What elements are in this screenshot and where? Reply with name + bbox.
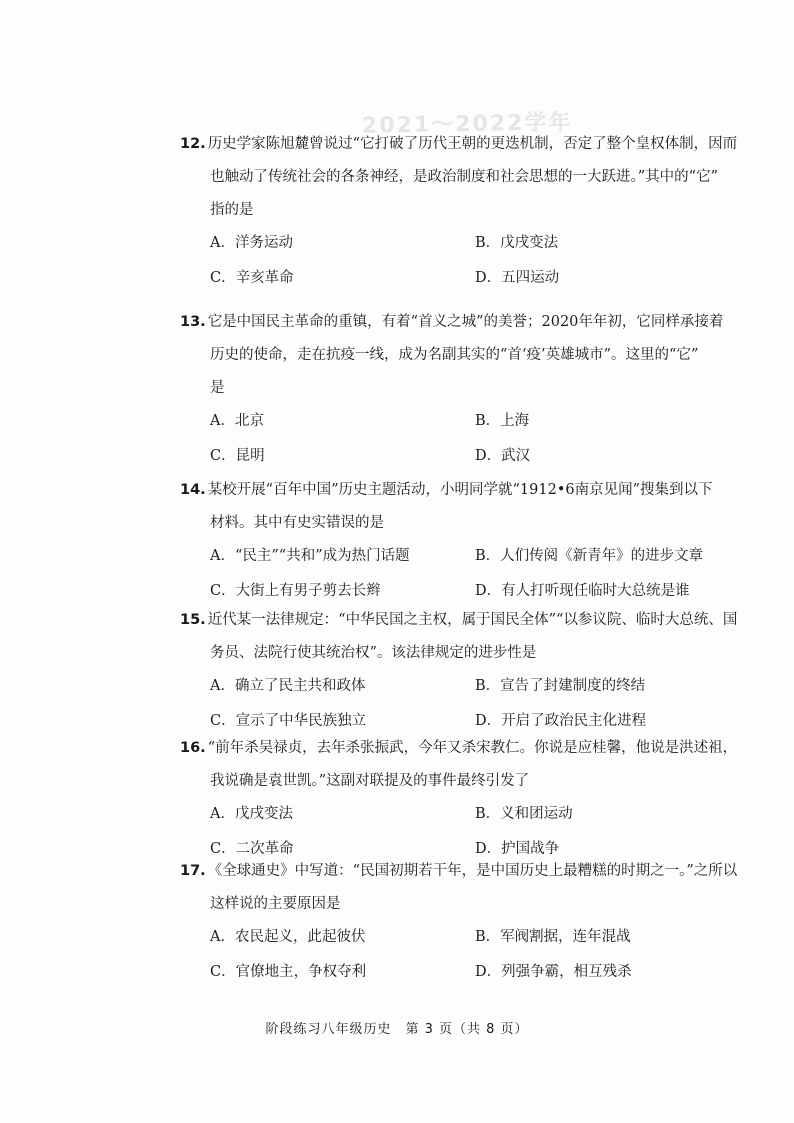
question-number: 13.	[180, 314, 206, 330]
stem-text: 某校开展“百年中国”历史主题活动，小明同学就“1912•6南京见闻”搜集到以下	[207, 482, 713, 498]
option-c[interactable]: C．宣示了中华民族独立	[210, 713, 367, 729]
option-group	[180, 670, 740, 738]
question-stem-line: 历史的使命，走在抗疫一线，成为名副其实的“首‘疫’英雄城市”。这里的“它”	[210, 347, 699, 363]
question-stem-line	[180, 855, 740, 888]
stem-text: 近代某一法律规定：“中华民国之主权，属于国民全体”“以参议院、临时大总统、国	[207, 612, 738, 628]
stem-text: 它是中国民主革命的重镇，有着“首义之城”的美誉；2020年年初，它同样承接着	[207, 314, 724, 330]
question-number: 16.	[180, 740, 206, 756]
option-a[interactable]: A．确立了民主共和政体	[210, 678, 366, 694]
question-stem-line: 指的是	[210, 202, 254, 218]
option-c[interactable]: C．昆明	[210, 448, 265, 464]
option-c[interactable]: C．大街上有男子剪去长辫	[210, 583, 381, 599]
question-15	[180, 604, 740, 738]
option-d[interactable]: D．五四运动	[475, 270, 560, 286]
question-number: 14.	[180, 482, 206, 498]
question-stem-line	[180, 604, 740, 637]
option-d[interactable]: D．列强争霸，相互残杀	[475, 964, 632, 980]
option-a[interactable]: A．北京	[210, 413, 264, 429]
option-d[interactable]: D．护国战争	[475, 841, 560, 857]
option-b[interactable]: B．义和团运动	[475, 806, 573, 822]
option-a[interactable]: A．戊戌变法	[210, 806, 293, 822]
option-b[interactable]: B．人们传阅《新青年》的进步文章	[475, 548, 704, 564]
question-stem-line	[180, 128, 740, 161]
question-stem-line	[180, 474, 740, 507]
option-d[interactable]: D．开启了政治民主化进程	[475, 713, 647, 729]
option-group	[180, 405, 740, 473]
option-a[interactable]: A．农民起义，此起彼伏	[210, 929, 366, 945]
question-stem-line	[180, 732, 740, 765]
page-footer: 阶段练习八年级历史 第 3 页（共 8 页）	[265, 1022, 529, 1037]
option-group	[180, 227, 740, 295]
question-13	[180, 306, 740, 473]
stem-text: 历史学家陈旭麓曾说过“它打破了历代王朝的更迭机制，否定了整个皇权体制，因而	[207, 136, 738, 152]
question-17	[180, 855, 740, 989]
question-stem-line: 我说确是袁世凯。”这副对联提及的事件最终引发了	[210, 773, 530, 789]
stem-text: 《全球通史》中写道：“民国初期若干年，是中国历史上最糟糕的时期之一。”之所以	[207, 863, 738, 879]
question-stem-line: 务员、法院行使其统治权”。该法律规定的进步性是	[210, 645, 537, 661]
bleed-through-header: 2021～2022学年	[361, 110, 573, 139]
question-16	[180, 732, 740, 866]
question-number: 17.	[180, 863, 206, 879]
question-number: 12.	[180, 136, 206, 152]
question-stem-line: 也触动了传统社会的各条神经，是政治制度和社会思想的一大跃进。”其中的“它”	[210, 169, 718, 185]
question-number: 15.	[180, 612, 206, 628]
option-b[interactable]: B．宣告了封建制度的终结	[475, 678, 646, 694]
option-c[interactable]: C．二次革命	[210, 841, 294, 857]
question-stem-line: 是	[210, 380, 225, 396]
option-c[interactable]: C．官僚地主，争权夺利	[210, 964, 367, 980]
question-12	[180, 128, 740, 295]
option-group	[180, 921, 740, 989]
question-stem-line	[180, 306, 740, 339]
option-b[interactable]: B．戊戌变法	[475, 235, 559, 251]
option-b[interactable]: B．军阀割据，连年混战	[475, 929, 631, 945]
option-d[interactable]: D．武汉	[475, 448, 531, 464]
question-stem-line: 这样说的主要原因是	[210, 896, 341, 912]
stem-text: “前年杀吴禄贞，去年杀张振武，今年又杀宋教仁。你说是应桂馨，他说是洪述祖，	[207, 740, 738, 756]
question-stem-line: 材料。其中有史实错误的是	[210, 515, 384, 531]
option-a[interactable]: A．洋务运动	[210, 235, 293, 251]
option-b[interactable]: B．上海	[475, 413, 530, 429]
option-d[interactable]: D．有人打听现任临时大总统是谁	[475, 583, 690, 599]
option-group	[180, 540, 740, 608]
option-c[interactable]: C．辛亥革命	[210, 270, 294, 286]
option-a[interactable]: A．“民主”“共和”成为热门话题	[210, 548, 410, 564]
question-14	[180, 474, 740, 608]
